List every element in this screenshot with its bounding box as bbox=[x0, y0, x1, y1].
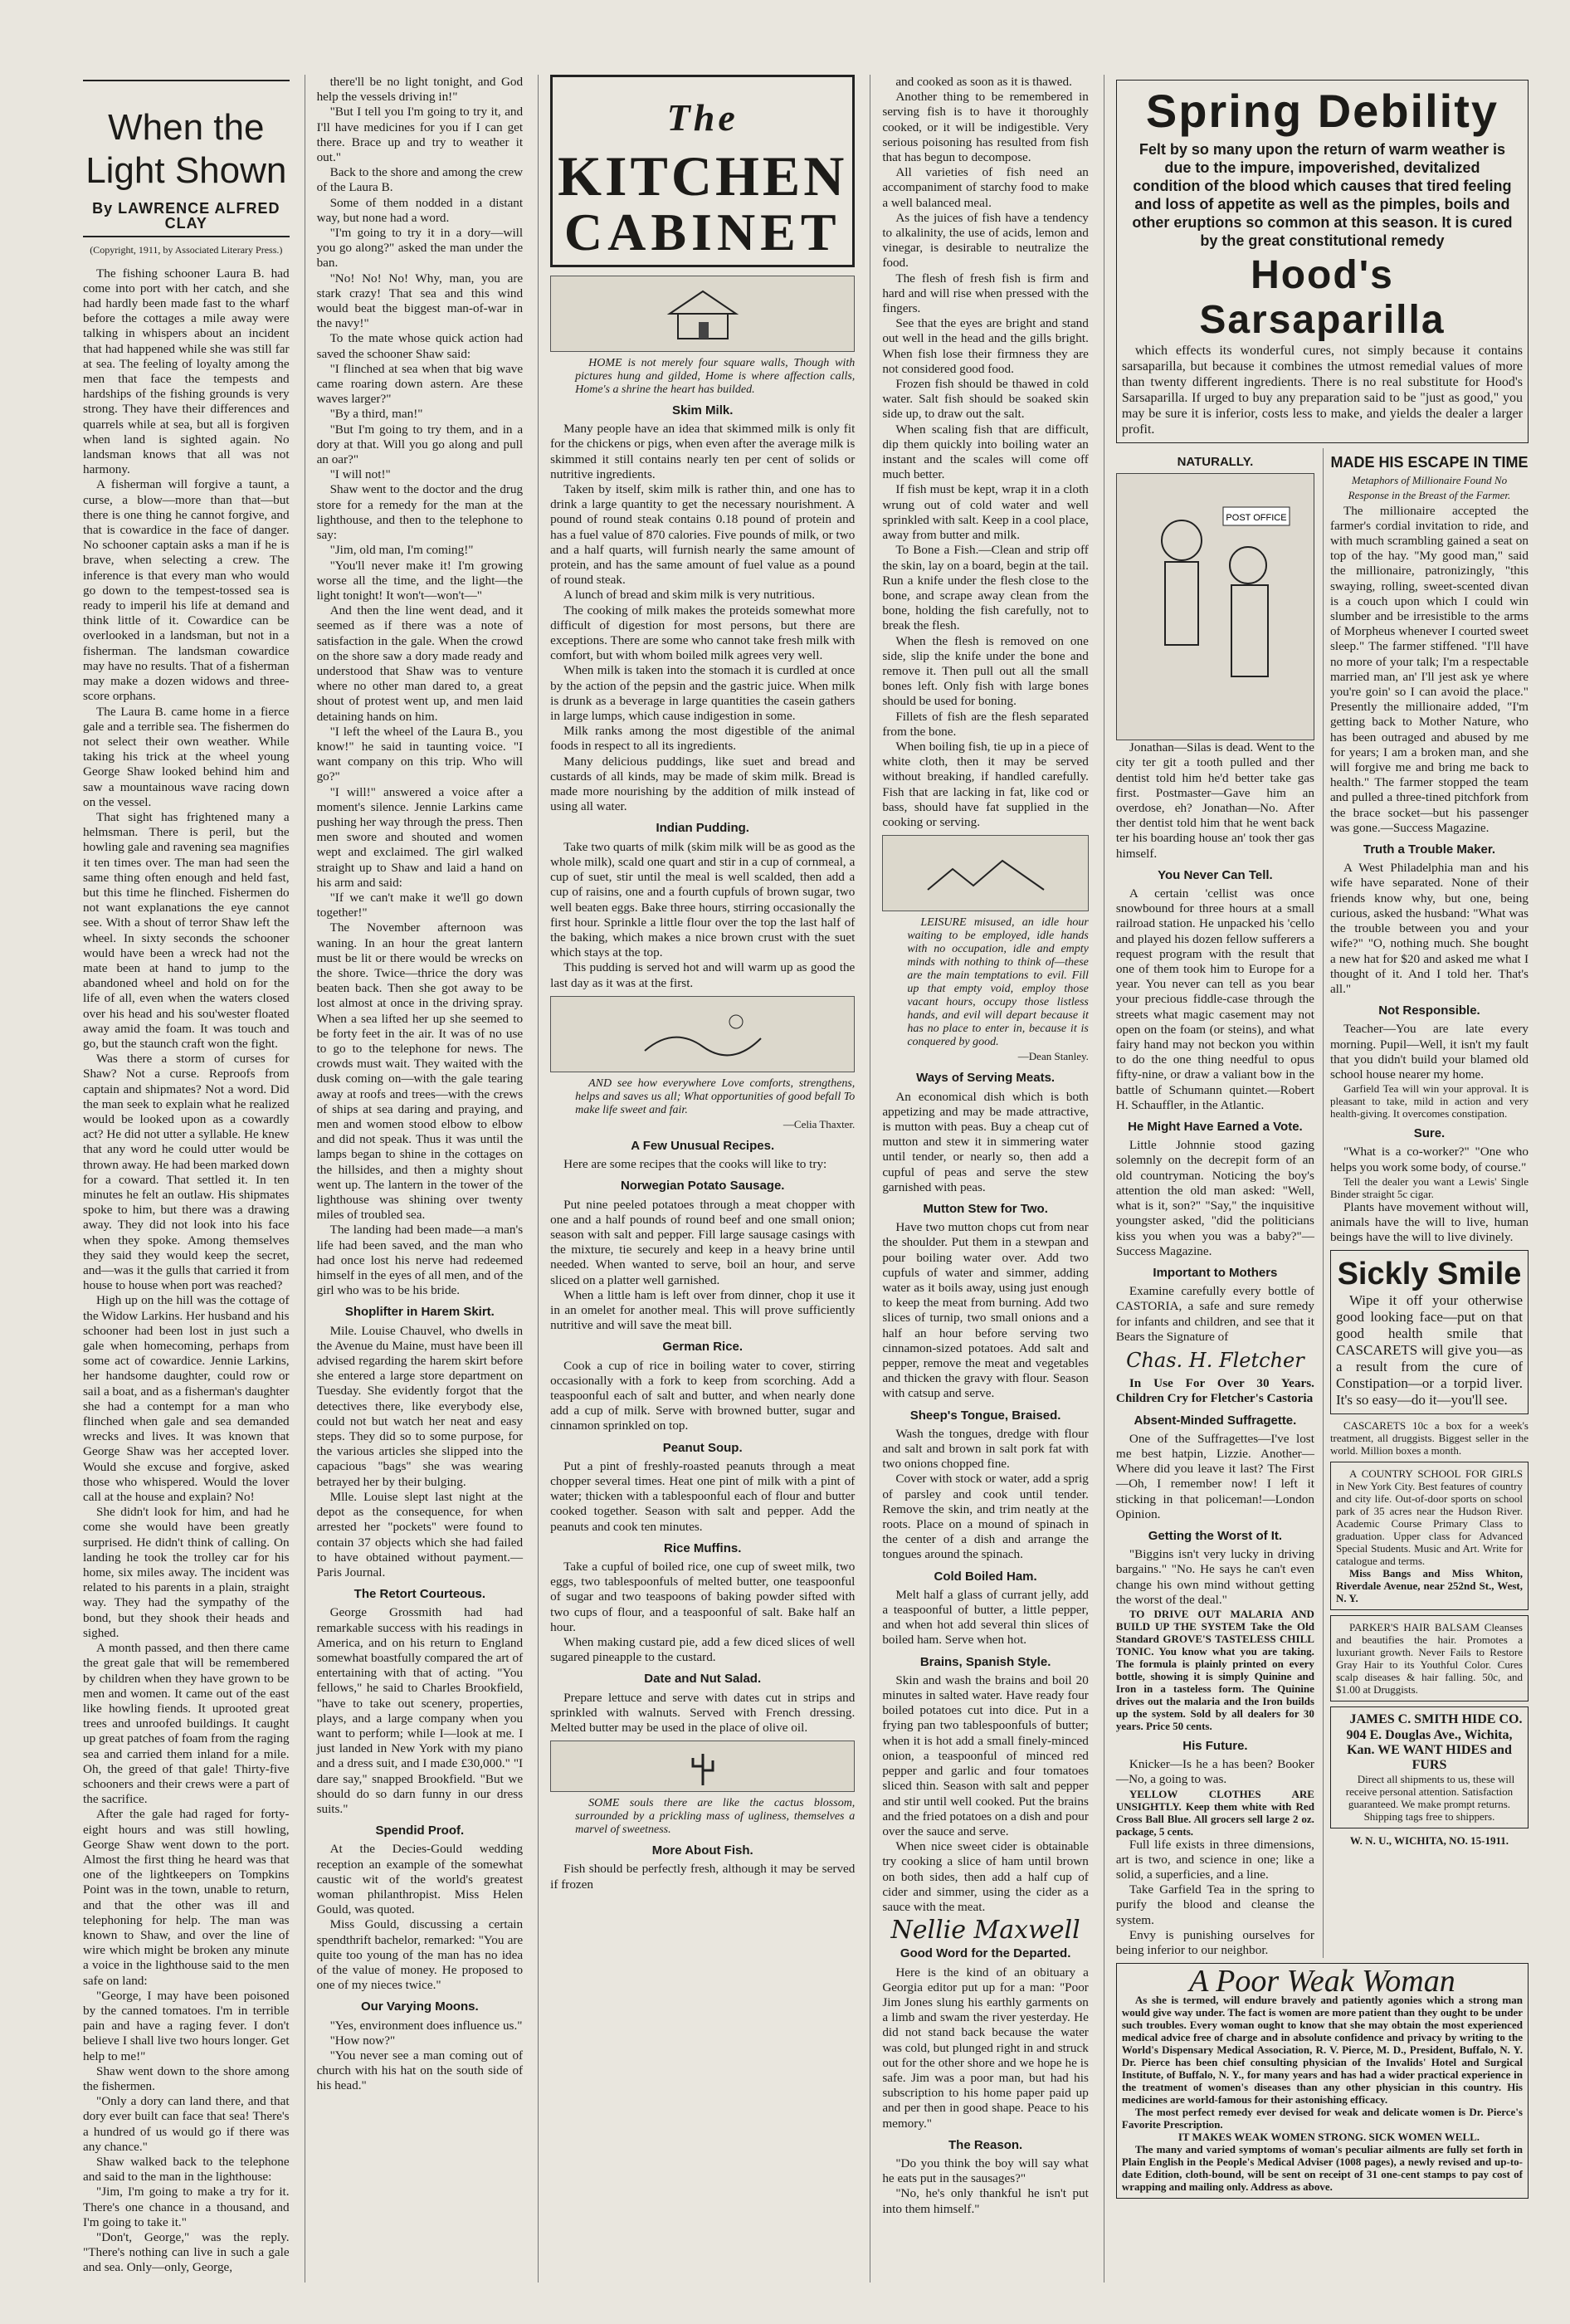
paragraph: The landing had been made—a man's life had been saved, and the man who had once lost his nerve had redeemed himself in the eyes of all men, and of the girl who was to be his bride. bbox=[316, 1223, 524, 1298]
ad-garfield-tea: Garfield Tea will win your approval. It is pleasant to take, mild in action and very health-giving. It overcomes constipation. bbox=[1329, 1082, 1529, 1120]
paragraph: Knicker—Is he a has been? Booker—No, a going to was. bbox=[1115, 1757, 1314, 1787]
column-kitchen-continued bbox=[870, 75, 1089, 2282]
paragraph: Take a cupful of boiled rice, one cup of sweet milk, two eggs, two tablespoonfuls of melted butter, one teaspoonful of sugar and two teaspoons of baking powder sifted with two cups of flour, and a teaspoonful of salt. Bake half an hour. bbox=[550, 1560, 856, 1634]
paragraph: "What is a co-worker?" "One who helps you work some body, of course." bbox=[1329, 1145, 1529, 1174]
cartoon-sign: POST OFFICE bbox=[1226, 513, 1287, 524]
paragraph: Here are some recipes that the cooks will like to try: bbox=[563, 1157, 827, 1172]
paragraph: Skin and wash the brains and boil 20 minutes in salted water. Have ready four boiled potatoes cut into dice. Put in a frying pan two tablespoonfuls of butter; when it is hot add a small finely-minced onion, a teaspoonful of minced red pepper and garlic and four tomatoes sliced thin. Season with salt and pepper and stir until well cooked. Put the brains and the fried potatoes on a dish and pour over the sauce and serve. bbox=[882, 1672, 1089, 1838]
paragraph: "If we can't make it we'll go down together!" bbox=[316, 890, 524, 920]
paragraph: George Grossmith had had remarkable success with his readings in America, and on his return to England somewhat boastfully compared the art of entertaining with that of acting. "You fellows," he said to Charles Brookfield, "have to take out scenery, properties, plays, and a large company when you want to perform; while I—look at me. I just landed in New York with my piano and a dress suit, and I made £30,000." "I dare say," snapped Brookfield. "But we should do so darn funny in our dress suits." bbox=[316, 1605, 524, 1816]
paragraph: When boiling fish, tie up in a piece of white cloth, then it may be served without breaking, if handled carefully. Fish that are lacking in fat, like cod or bass, should have fat supplied in the cooking or serving. bbox=[882, 739, 1089, 829]
paragraph: Fillets of fish are the flesh separated from the bone. bbox=[882, 709, 1089, 739]
paragraph: "Jim, I'm going to make a try for it. There's one chance in a thousand, and I'm going to take it." bbox=[83, 2185, 290, 2229]
subheading: Sure. bbox=[1413, 1126, 1446, 1141]
paragraph: "Biggins isn't very lucky in driving bargains." "No. He says he can't even change his own mind without getting the worst of the deal." bbox=[1115, 1547, 1314, 1607]
paragraph: Take two quarts of milk (skim milk will be as good as the whole milk), scald one quart and stir in a cup of cornmeal, a cup of suet, stir until the meal is well scalded, then add a cup of raisins, one and a fourth cupfuls of brown sugar, two well beaten eggs. Bake three hours, stirring occasionally the first hour. Sprinkle a little flour over the top the last half of the baking, which makes a nice brown crust with the suet which stays at the top. bbox=[550, 839, 856, 960]
paragraph: The Laura B. came home in a fierce gale and a terrible sea. The fishermen do not select their own weather. While taking his trick at the wheel young George Shaw looked behind him and saw a mountainous wave racing down on the vessel. bbox=[83, 704, 290, 809]
ad-headline: Spring Debility bbox=[1145, 85, 1499, 137]
story-title: When the Light Shown bbox=[85, 107, 287, 191]
paragraph: This pudding is served hot and will warm up as good the last day as it was at the first. bbox=[550, 960, 856, 990]
paragraph: Plants have movement without will, animals have the will to live, human beings have the will to live divinely. bbox=[1329, 1199, 1529, 1245]
paragraph: Little Johnnie stood gazing solemnly on the decrepit form of an old countryman. Noticing the boy's attention the old man asked: "Well, what is it, son?" "Say," the inquisitive youngster asked, "did the politicians kiss you when you was a baby?"—Success Magazine. bbox=[1115, 1138, 1314, 1258]
ad-body: PARKER'S HAIR BALSAM Cleanses and beautifies the hair. Promotes a luxuriant growth. Never Fails to Restore Gray Hair to its Youthful Color. Cures scalp diseases & hair falling. 50c, and $1.00 at Druggists. bbox=[1335, 1621, 1523, 1697]
subheading: A Few Unusual Recipes. bbox=[631, 1138, 775, 1153]
ad-lewis-cigar: Tell the dealer you want a Lewis' Single Binder straight 5c cigar. bbox=[1329, 1174, 1529, 1200]
subheading: MADE HIS ESCAPE IN TIME bbox=[1330, 454, 1529, 471]
paragraph: "But I tell you I'm going to try it, and I'll have medicines for you if I can get there. Brace up and try to weather it out." bbox=[316, 105, 524, 165]
paragraph: Prepare lettuce and serve with dates cut in strips and sprinkled with walnuts. Served with French dressing. Melted butter may be used in the place of olive oil. bbox=[550, 1690, 856, 1736]
paragraph: If fish must be kept, wrap it in a cloth wrung out of cold water and well sprinkled with salt. Keep in a cool place, away from butter and milk. bbox=[882, 482, 1089, 543]
paragraph: "Do you think the boy will say what he eats put in the sausages?" bbox=[882, 2156, 1089, 2186]
verse: AND see how everywhere Love comforts, strengthens, helps and saves us all; What opportunities of good befall To make life sweet and fair. bbox=[575, 1077, 856, 1116]
paragraph: And then the line went dead, and it seemed as if there was a note of satisfaction in the gale. When the crowd on the shore saw a dory made ready and understood that Shaw was to venture where no other man dared to, a great shout of protest went up, and men laid detaining hands on him. bbox=[316, 603, 524, 724]
subheading: Date and Nut Salad. bbox=[644, 1672, 762, 1687]
paragraph: Cook a cup of rice in boiling water to cover, stirring occasionally with a fork to keep from scorching. Add a teaspoonful each of salt and butter, and when nearly done add a cup of milk. Serve with browned butter, sugar and cinnamon sprinkled on top. bbox=[550, 1358, 856, 1433]
paragraph: High up on the hill was the cottage of the Widow Larkins. Her husband and his schooner had been lost in just such a gale when homecoming, perhaps from some act of cowardice. Jennie Larkins, her handsome daughter, could row or sail a boat, and as a fisherman's daughter she had a contempt for a man who flinched when gale and sea demanded wrecks and lives. It was known that George Shaw was her accepted lover. Would she excuse and forgive, asked those who whispered. Would the lover call at the house and explain? No! bbox=[83, 1293, 290, 1505]
cartoon-caption: Jonathan—Silas is dead. Went to the city ter git a tooth pulled and ther dentist told him he'd better take gas first. Postmaster—Gave him an overdose, eh? Jonathan—No. After ther dentist told him that he went back ter his boarding house an' took ther gas himself. bbox=[1115, 740, 1314, 861]
column-ads bbox=[1104, 75, 1529, 2282]
paragraph: Have two mutton chops cut from near the shoulder. Put them in a stewpan and pour boiling water over. Add two cupfuls of water and simmer, adding water as it boils away, using just enough to keep the meat from burning. Add two slices of turnip, two small onions and a half an hour before serving two cinnamon-sized potatoes. Add salt and pepper, remove the meat and vegetables and thicken the gravy with flour. Season with catsup and serve. bbox=[882, 1220, 1089, 1401]
paragraph: Fish should be perfectly fresh, although it may be served if frozen bbox=[550, 1862, 856, 1892]
masthead-cabinet: CABINET bbox=[563, 203, 841, 261]
paragraph: Put a pint of freshly-roasted peanuts through a meat chopper several times. Heat one pint of milk with a pint of water; thicken with a tablespoonful each of flour and butter cooked together. Season with salt and pepper. Add the peanuts and cook ten minutes. bbox=[550, 1458, 856, 1534]
paragraph: At the Decies-Gould wedding reception an example of the somewhat caustic wit of the world's greatest woman philanthropist. Miss Helen Gould, was quoted. bbox=[316, 1842, 524, 1917]
subheading: He Might Have Earned a Vote. bbox=[1128, 1120, 1303, 1135]
subheading: Spendid Proof. bbox=[375, 1824, 465, 1838]
ad-body: The most perfect remedy ever devised for weak and delicate women is Dr. Pierce's Favorite Prescription. bbox=[1121, 2106, 1523, 2131]
ad-body: Wipe it off your otherwise good looking face—put on that good health smile that CASCARETS will give you—as a result from the cure of Constipation—or a torpid liver. It's so easy—do it—you'll see. bbox=[1335, 1292, 1523, 1409]
paragraph: Back to the shore and among the crew of the Laura B. bbox=[316, 165, 524, 195]
copyright-line: (Copyright, 1911, by Associated Literary Press.) bbox=[90, 244, 283, 256]
subheading: The Reason. bbox=[948, 2137, 1023, 2152]
paragraph: Some of them nodded in a distant way, but none had a word. bbox=[316, 195, 524, 225]
subhead-deck: Metaphors of Millionaire Found No Response in the Breast of the Farmer. bbox=[1348, 474, 1511, 502]
paragraph: A month passed, and then there came the great gale that will be remembered by children when they have grown to be men and women. It came out of the east like howling fiends. It uprooted great trees and unroofed buildings. It caught up great patches of foam from the raging sea and carried them inland for a mile. Oh, the greed of that gale! Thirty-five schooners and their crews were a part of the sacrifice. bbox=[83, 1641, 290, 1807]
paragraph: A West Philadelphia man and his wife have separated. None of their friends know why, but one, being curious, asked the husband: "What was the trouble between you and your wife?" "O, nothing much. She bought a new hat for $20 and asked me what I thought of it. And I told her. That's all." bbox=[1329, 861, 1529, 996]
paragraph: The millionaire accepted the farmer's cordial invitation to ride, and with much scrambling gained a seat on top of the hay. "My good man," said the millionaire, patronizingly, "this swaying, rolling, sweet-scented divan is a couch upon which I could win slumber and be irresistible to the arms of Morpheus whenever I courted sweet sleep." The farmer stiffened. "I'll have no more of your talk; I'm a respectable married man, an' I'll jest ask ye where you're goin' so I can avoid the place." Presently the millionaire added, "I'm getting back to Mother Nature, who has been outraged and abused by me for years; I am a broken man, and she will forgive me and bring me back to health." The farmer stopped the team and pulled a three-tined pitchfork from the brace socket—but his passenger was gone.—Success Magazine. bbox=[1329, 503, 1529, 835]
paragraph: "George, I may have been poisoned by the canned tomatoes. I'm in terrible pain and have a raging fever. I don't believe I shall live two hours longer. Get help to me!" bbox=[83, 1988, 290, 2063]
paragraph: "Don't, George," was the reply. "There's nothing can live in such a gale and sea. Only—only, George, bbox=[83, 2230, 290, 2275]
paragraph: Wash the tongues, dredge with flour and salt and brown in salt pork fat with two onions chopped fine. bbox=[882, 1426, 1089, 1472]
paragraph: Melt half a glass of currant jelly, add a teaspoonful of butter, a little pepper, and when hot add several thin slices of boiled ham. Serve when hot. bbox=[882, 1587, 1089, 1648]
paragraph: After the gale had raged for forty-eight hours and was still howling, George Shaw went down to the port. Almost the first thing he heard was that one of the lightkeepers on Tompkins Point was in the town, unable to return, and that the other was ill and telephoning for help. The man was known to Shaw, and over the line of wire which might be broken any minute a voice in the lighthouse said to the men safe on land: bbox=[83, 1807, 290, 1988]
paragraph: Here is the kind of an obituary a Georgia editor put up for a man: "Poor Jim Jones slung his earthly garments on a limb and swam the river yesterday. He did not stand back because the water was cold, but plunged right in and struck out for the other shore and we hope he is safe. Jim was a poor man, but had his subscription to his home paper paid up and per then in good shape. Peace to his memory." bbox=[882, 1965, 1089, 2131]
paragraph: The flesh of fresh fish is firm and hard and will rise when pressed with the fingers. bbox=[882, 271, 1089, 316]
paragraph: there'll be no light tonight, and God help the vessels driving in!" bbox=[316, 75, 524, 105]
home-verse: HOME is not merely four square walls, Though with pictures hung and gilded, Home is where affection calls, Home's a shrine the heart has builded. bbox=[575, 357, 856, 396]
paragraph: All varieties of fish need an accompaniment of starchy food to make a well balanced meal. bbox=[882, 165, 1089, 210]
cartoon-illustration-icon bbox=[1116, 473, 1314, 740]
paragraph: Put nine peeled potatoes through a meat chopper with one and a half pounds of round beef and one small onion; season with salt and pepper. Fill large sausage casings with the mixture, tie securely and keep in a heavy brine until needed. When wanted to serve, boil an hour, and serve sliced on a platter well garnished. bbox=[550, 1197, 856, 1287]
subheading: Brains, Spanish Style. bbox=[919, 1654, 1051, 1669]
paragraph: "How now?" bbox=[329, 2033, 396, 2048]
paragraph: Many delicious puddings, like suet and bread and custards of all kinds, may be made of skim milk. Bread is made more nourishing by the addition of milk instead of using all water. bbox=[550, 754, 856, 814]
ad-body: The many and varied symptoms of woman's peculiar ailments are fully set forth in Plain English in the People's Medical Adviser (1008 pages), a newly revised and up-to-date Edition, cloth-bound, will be sent on receipt of 31 one-cent stamps to pay cost of wrapping and mailing only. Address as above. bbox=[1121, 2143, 1523, 2194]
paragraph: "I will not!" bbox=[329, 467, 391, 482]
paragraph: A certain 'cellist was once snowbound for three hours at a small railroad station. He unpacked his 'cello and played his dozen fellow sufferers a request program with the result that one of them took him to Europe for a year. You never can tell as you bear your precious fiddle-case through the streets what magic casement may not open on the foam (or steins), and what fairy hand may not beckon you within to do the one thing needful to opus fifty-nine, or draw a valiant bow in the battle of Schumann quintet.—Robert H. Schauffler, in the Atlantic. bbox=[1115, 886, 1314, 1112]
verse-credit: —Celia Thaxter. bbox=[783, 1117, 856, 1130]
paragraph: Many people have an idea that skimmed milk is only fit for the chickens or pigs, when even after the average milk is skimmed it still contains nearly ten per cent of solids or nutritive ingredients. bbox=[550, 422, 856, 481]
column-story bbox=[83, 75, 290, 2282]
paragraph: One of the Suffragettes—I've lost me best hatpin, Lizzie. Another—Where did you leave it last? The First—Oh, I remember now! I left it sticking in that policeman!—London Opinion. bbox=[1115, 1431, 1314, 1521]
ad-footer: Miss Bangs and Miss Whiton, Riverdale Avenue, near 252nd St., West, N. Y. bbox=[1335, 1567, 1523, 1605]
paragraph: Miss Gould, discussing a certain spendthrift bachelor, remarked: "You are quite too young of the man has no idea of the value of money. He proposed to one of my nieces twice." bbox=[316, 1917, 524, 1993]
paragraph: The cooking of milk makes the proteids somewhat more difficult of digestion for most persons, but there are exceptions. There are some who cannot take fresh milk with comfort, but with whom boiled milk agrees very well. bbox=[550, 603, 856, 663]
ad-product-name: Hood's Sarsaparilla bbox=[1199, 253, 1446, 342]
paragraph: Shaw went down to the shore among the fishermen. bbox=[83, 2063, 290, 2093]
landscape-illustration-icon bbox=[550, 996, 855, 1072]
subheading: His Future. bbox=[1182, 1738, 1248, 1753]
ad-body: Felt by so many upon the return of warm weather is due to the impure, impoverished, devitalized condition of the blood which causes that tired feeling and loss of appetite as well as the pimples, boils and other eruptions so common at this season. It is cured by the great constitutional remedy bbox=[1132, 141, 1513, 249]
cartoon-title: NATURALLY. bbox=[1177, 455, 1254, 469]
paragraph: Full life exists in three dimensions, art is two, and science in one; like a solid, a superficies, and a line. bbox=[1115, 1837, 1314, 1882]
paragraph: A fisherman will forgive a taunt, a curse, a blow—more than that—but there is one thing he cannot forgive, and that is cowardice in the face of danger. No schooner captain asks a man if he is brave, when selecting a crew. The inference is that every man who would go down to the tempest-tossed sea is ready to imperil his life at demand and think little of it. Cowardice can be overlooked in a landsman, but not in a fisherman. The landsman cowardice may have no results. That of a fisherman may make a dozen widows and three-score orphans. bbox=[83, 477, 290, 704]
paragraph: When a little ham is left over from dinner, chop it use it in an omelet for another meal. This will prove sufficiently nutritive and will save the meat bill. bbox=[550, 1287, 856, 1333]
subheading: German Rice. bbox=[662, 1340, 744, 1355]
paragraph: Mile. Louise Chauvel, who dwells in the Avenue du Maine, must have been ill advised regarding the harem skirt before she entered a large store department on Tuesday. She evidently forgot that the detectives there, like everybody else, could not but watch her neat and easy steps. They did so to some purpose, for the various articles she slipped into the capacious "bags" she was wearing betrayed her by their bulging. bbox=[316, 1323, 524, 1489]
paragraph: Taken by itself, skim milk is rather thin, and one has to drink a large quantity to get the necessary nourishment. A pound of round steak contains 0.18 pound of protein and has a fuel value of 870 calories. Five pounds of milk, or two and a half quarts, will furnish nearly the same amount of protein, and has the same amount of fuel value as a pound of round steak. bbox=[550, 482, 856, 588]
leisure-verse: LEISURE misused, an idle hour waiting to be employed, idle hands with no occupation, idle and empty minds with nothing to think of—these are the main temptations to evil. Fill up that empty void, employ those vacant hours, occupy those listless hands, and evil will depart because it has no place to enter in, because it is conquered by good. bbox=[907, 916, 1089, 1049]
paragraph: "You never see a man coming out of church with his hat on the south side of his head." bbox=[316, 2048, 524, 2093]
paragraph: Shaw walked back to the telephone and said to the man in the lighthouse: bbox=[83, 2155, 290, 2185]
ad-parkers-hair-balsam bbox=[1330, 1615, 1529, 1702]
ad-malaria: TO DRIVE OUT MALARIA AND BUILD UP THE SYSTEM Take the Old Standard GROVE'S TASTELESS CHILL TONIC. You know what you are taking. The formula is plainly printed on every bottle, showing it is simply Quinine and Iron in a tasteless form. The Quinine drives out the malaria and the Iron builds up the system. Sold by all dealers for 30 years. Price 50 cents. bbox=[1115, 1607, 1314, 1732]
paragraph: To the mate whose quick action had saved the schooner Shaw said: bbox=[316, 331, 524, 361]
ad-body: As she is termed, will endure bravely and patiently agonies which a strong man would give way under. The fact is women are more patient than they ought to be under such troubles. Every woman ought to know that she may obtain the most experienced medical advice free of charge and in absolute confidence and privacy by writing to the World's Dispensary Medical Association, R. V. Pierce, M. D., President, Buffalo, N. Y. Dr. Pierce has been chief consulting physician of the Invalids' Hotel and Surgical Institute, of Buffalo, N. Y., for many years and has had a wider practical experience in the treatment of women's diseases than any other physician in this country. His medicines are world-famous for their astonishing efficacy. bbox=[1121, 1994, 1523, 2107]
ad-body: A COUNTRY SCHOOL FOR GIRLS in New York City. Best features of country and city life. Out-of-door sports on school park of 35 acres near the Hudson River. Academic Course Primary Class to graduation. Upper class for Advanced Special Students. Music and Art. Write for catalogue and terms. bbox=[1335, 1467, 1523, 1568]
subheading: Shoplifter in Harem Skirt. bbox=[344, 1305, 495, 1320]
verse: SOME souls there are like the cactus blossom, surrounded by a prickling mass of ugliness, themselves a marvel of sweetness. bbox=[575, 1797, 856, 1837]
paragraph: Milk ranks among the most digestible of the animal foods in respect to all its ingredients. bbox=[550, 724, 856, 754]
paragraph: As the juices of fish have a tendency to alkalinity, the use of acids, lemon and vinegar, is desirable to neutralize the food. bbox=[882, 210, 1089, 271]
ad-cascarets-note: CASCARETS 10c a box for a week's treatment, all druggists. Biggest seller in the world. Million boxes a month. bbox=[1329, 1419, 1529, 1457]
subheading: Not Responsible. bbox=[1378, 1003, 1480, 1018]
ad-country-school bbox=[1330, 1462, 1529, 1610]
cactus-illustration-icon bbox=[550, 1741, 855, 1792]
paragraph: The November afternoon was waning. In an hour the great lantern must be lit or there would be wrecks on the shore. Twice—thrice the dory was beaten back. Then she got away to be lost almost at once in the driving spray. When a sea lifted her up she seemed to be forty feet in the air. It was of no use to go to the telephone for news. The crowds must wait. They waited with the dusk coming on—with the gale tearing away at roofs and trees—with the crews of ships at sea daring and praying, and men and women stood elbow to elbow and did not speak. Thus it was until the lamps began to shine in the cottages on the hillsides, and then a mighty shout went up. The lantern in the tower of the lighthouse was shining over twenty miles of troubled sea. bbox=[316, 920, 524, 1223]
subheading: Peanut Soup. bbox=[662, 1440, 743, 1455]
subheading: The Retort Courteous. bbox=[353, 1587, 486, 1602]
wnu-line: W. N. U., WICHITA, NO. 15-1911. bbox=[1349, 1834, 1509, 1848]
paragraph: "You'll never make it! I'm growing worse all the time, and the light—the light tonight! It won't—won't—" bbox=[316, 558, 524, 603]
subheading: Good Word for the Departed. bbox=[900, 1946, 1071, 1961]
paragraph: Cover with stock or water, add a sprig of parsley and cook until tender. Remove the skin, and trim neatly at the roots. Place on a mound of spinach in the center of a dish and arrange the tongues around the spinach. bbox=[882, 1472, 1089, 1562]
masthead-the: The bbox=[666, 96, 739, 139]
author-signature: Nellie Maxwell bbox=[890, 1916, 1080, 1946]
paragraph: Teacher—You are late every morning. Pupil—Well, it isn't my fault that you didn't build your blamed old school house nearer my home. bbox=[1329, 1022, 1529, 1081]
subheading: You Never Can Tell. bbox=[1158, 867, 1273, 882]
paragraph: "No! No! No! Why, man, you are stark crazy! That sea and this wind would beat the biggest man-of-war in the navy!" bbox=[316, 271, 524, 331]
paragraph: When nice sweet cider is obtainable try cooking a slice of ham until brown on both sides, then add a half cup of cider and simmer, using the cider as a sauce with the meat. bbox=[882, 1839, 1089, 1914]
paragraph: In Use For Over 30 Years. Children Cry for Fletcher's Castoria bbox=[1115, 1376, 1314, 1406]
paragraph: Frozen fish should be thawed in cold water. Salt fish should be soaked skin side up, to draw out the salt. bbox=[882, 377, 1089, 422]
castoria-signature: Chas. H. Fletcher bbox=[1126, 1348, 1304, 1372]
paragraph: "But I'm going to try them, and in a dory at that. Will you go along and pull an oar?" bbox=[316, 422, 524, 467]
ad-poor-weak-woman bbox=[1116, 1963, 1529, 2199]
paragraph: Examine carefully every bottle of CASTORIA, a safe and sure remedy for infants and children, and see that it Bears the Signature of bbox=[1115, 1284, 1314, 1344]
story-byline: By LAWRENCE ALFRED CLAY bbox=[92, 200, 280, 232]
paragraph: Envy is punishing ourselves for being inferior to our neighbor. bbox=[1115, 1927, 1314, 1957]
paragraph: That sight has frightened many a helmsman. There is peril, but the howling gale and ravening sea magnifies it ten times over. The man had seen the same thing often enough and held fast, but this time he flinched. Fishermen do not want explanations the eye cannot see. With a shout of terror Shaw left the wheel. In sixty seconds the schooner would have been a wreck had not the mate been at hand to jump to the abandoned wheel and hold on for the life of all, even when the waters closed over his head and his sou'wester floated away amid the foam. It was touch and go, but the staunch craft won the fight. bbox=[83, 809, 290, 1051]
subheading: Ways of Serving Meats. bbox=[916, 1071, 1056, 1086]
ad-footer: which effects its wonderful cures, not simply because it contains sarsaparilla, but because it combines the utmost remedial values of more than twenty different ingredients. There is no real substitute for Hood's Sarsaparilla. If urged to buy any preparation said to be "just as good," you may be sure it is inferior, costs less to make, and yields the dealer a larger profit. bbox=[1121, 344, 1523, 437]
subheading: Mutton Stew for Two. bbox=[923, 1201, 1048, 1216]
kitchen-cabinet-masthead bbox=[550, 75, 855, 267]
paragraph: Was there a storm of curses for Shaw? Not a curse. Reproofs from captain and shipmates? Not a word. Did the man seek to explain what he realized would be looked upon as a cowardly act? He did not utter a syllable. He knew that any word he could utter would be thrown away. He had been marked down for a coward. That settled it. In ten minutes he felt an outlaw. His shipmates spoke to him, but there was a drawing away. They did not look into his face when they spoke. Among themselves they said they would keep the secret, and—was it the gulls that carried it from house to house when port was reached? bbox=[83, 1052, 290, 1293]
landscape-illustration-icon bbox=[882, 835, 1089, 911]
subheading: Sheep's Tongue, Braised. bbox=[909, 1408, 1061, 1423]
paragraph: "No, he's only thankful he isn't put into them himself." bbox=[882, 2186, 1089, 2216]
subheading: Skim Milk. bbox=[672, 403, 734, 417]
column-story-continued bbox=[305, 75, 524, 2282]
verse-credit: —Dean Stanley. bbox=[1017, 1050, 1089, 1063]
paragraph: and cooked as soon as it is thawed. bbox=[895, 75, 1072, 89]
paragraph: "I flinched at sea when that big wave came roaring down astern. Are these waves larger?" bbox=[316, 361, 524, 407]
ad-hoods-sarsaparilla bbox=[1116, 80, 1529, 443]
paragraph: Shaw went to the doctor and the drug store for a remedy for the man at the lighthouse, and then to the telephone to say: bbox=[316, 482, 524, 543]
ad-footer: Direct all shipments to us, these will receive personal attention. Satisfaction guaranteed. We make prompt returns. Shipping tags free to shippers. bbox=[1345, 1773, 1515, 1824]
subheading: Our Varying Moons. bbox=[361, 1999, 479, 2014]
paragraph: Take Garfield Tea in the spring to purify the blood and cleanse the system. bbox=[1115, 1882, 1314, 1927]
paragraph: "By a third, man!" bbox=[329, 407, 423, 422]
masthead-kitchen: KITCHEN bbox=[558, 144, 848, 208]
paragraph: See that the eyes are bright and stand out well in the head and the gills bright. When fish lose their firmness they are not considered good food. bbox=[882, 316, 1089, 376]
paragraph: "I will!" answered a voice after a moment's silence. Jennie Larkins came pushing her way through the press. Then men swore and shouted and women wept and exclaimed. The girl walked straight up to Shaw and laid a hand on his arm and said: bbox=[316, 784, 524, 890]
column-kitchen-cabinet bbox=[538, 75, 855, 2282]
ad-body: JAMES C. SMITH HIDE CO. 904 E. Douglas Ave., Wichita, Kan. WE WANT HIDES and FURS bbox=[1346, 1712, 1523, 1772]
subheading: Cold Boiled Ham. bbox=[934, 1569, 1037, 1584]
subheading: Absent-Minded Suffragette. bbox=[1134, 1413, 1297, 1428]
subheading: Getting the Worst of It. bbox=[1148, 1528, 1283, 1543]
subheading: Important to Mothers bbox=[1153, 1265, 1278, 1280]
ad-smith-hide bbox=[1330, 1706, 1529, 1828]
ad-headline: A Poor Weak Woman bbox=[1189, 1964, 1455, 1999]
paragraph: The fishing schooner Laura B. had come into port with her catch, and she had hardly been made fast to the wharf before the cottages a mile away were talking in whispers about an incident that had happened while she was still far at sea. The feeling of loyalty among the men that face the tempests and hardships of the fishing grounds is very strong. They have their differences and quarrels while at sea, but all is forgiven when land is sighted again. No landsman knows that all was not harmony. bbox=[83, 266, 290, 477]
paragraph: When scaling fish that are difficult, dip them quickly into boiling water an instant and the scales will come off much better. bbox=[882, 422, 1089, 482]
subheading: Rice Muffins. bbox=[664, 1540, 742, 1555]
paragraph: A lunch of bread and skim milk is very nutritious. bbox=[563, 588, 815, 603]
paragraph: "Yes, environment does influence us." bbox=[329, 2018, 523, 2033]
paragraph: "Only a dory can land there, and that dory ever built can face that sea! There's a hundred of us would go if there was any chance." bbox=[83, 2094, 290, 2154]
ad-headline: Sickly Smile bbox=[1337, 1257, 1522, 1292]
subheading: More About Fish. bbox=[651, 1843, 753, 1858]
ad-cascarets bbox=[1330, 1250, 1529, 1414]
ad-yellow-clothes: YELLOW CLOTHES ARE UNSIGHTLY. Keep them white with Red Cross Ball Blue. All grocers sell large 2 oz. package, 5 cents. bbox=[1115, 1787, 1314, 1838]
paragraph: To Bone a Fish.—Clean and strip off the skin, lay on a board, begin at the tail. Run a knife under the flesh close to the bone, and scrape away clean from the bone, holding the fish carefully, not to break the flesh. bbox=[882, 543, 1089, 633]
subheading: Truth a Trouble Maker. bbox=[1363, 842, 1496, 857]
paragraph: Mlle. Louise slept last night at the depot as the consequence, for when arrested her "pockets" were found to contain 37 objects which she had failed to have obtained without payment.—Paris Journal. bbox=[316, 1489, 524, 1579]
paragraph: "I left the wheel of the Laura B., you know!" he said in taunting voice. "I want company on this trip. Who will go?" bbox=[316, 724, 524, 784]
ad-body: IT MAKES WEAK WOMEN STRONG. SICK WOMEN WELL. bbox=[1178, 2131, 1480, 2144]
subheading: Indian Pudding. bbox=[656, 821, 749, 836]
house-illustration-icon bbox=[550, 276, 855, 352]
paragraph: An economical dish which is both appetizing and may be made attractive, is mutton with peas. Buy a cheap cut of mutton and stew it in simmering water until tender, or nearly so, then add a cupful of peas and serve the stew garnished with peas. bbox=[882, 1089, 1089, 1194]
paragraph: She didn't look for him, and had he come she would have been greatly surprised. He didn't think of calling. On landing he took the trolley car for his home, six miles away. The incident was related to his parents in a plain, straight way. They had the sympathy of the bond, but they shook their heads and sighed. bbox=[83, 1505, 290, 1640]
paragraph: When the flesh is removed on one side, slip the knife under the bone and remove it. Then pull out all the small bones left. Only fish with large bones should be used for boning. bbox=[882, 633, 1089, 709]
paragraph: "I'm going to try it in a dory—will you go along?" asked the man under the ban. bbox=[316, 226, 524, 271]
paragraph: When milk is taken into the stomach it is curdled at once by the action of the pepsin and the gastric juice. When milk is drunk as a beverage in large quantities the casein gathers in large lumps, which cause indigestion in some. bbox=[550, 663, 856, 724]
subheading: Norwegian Potato Sausage. bbox=[620, 1179, 785, 1194]
paragraph: Another thing to be remembered in serving fish is to have it thoroughly cooked, or it will be indigestible. Very serious poisoning has resulted from fish that has begun to decompose. bbox=[882, 90, 1089, 165]
paragraph: When making custard pie, add a few diced slices of well sugared pineapple to the custard. bbox=[550, 1635, 856, 1665]
paragraph: "Jim, old man, I'm coming!" bbox=[329, 543, 474, 558]
